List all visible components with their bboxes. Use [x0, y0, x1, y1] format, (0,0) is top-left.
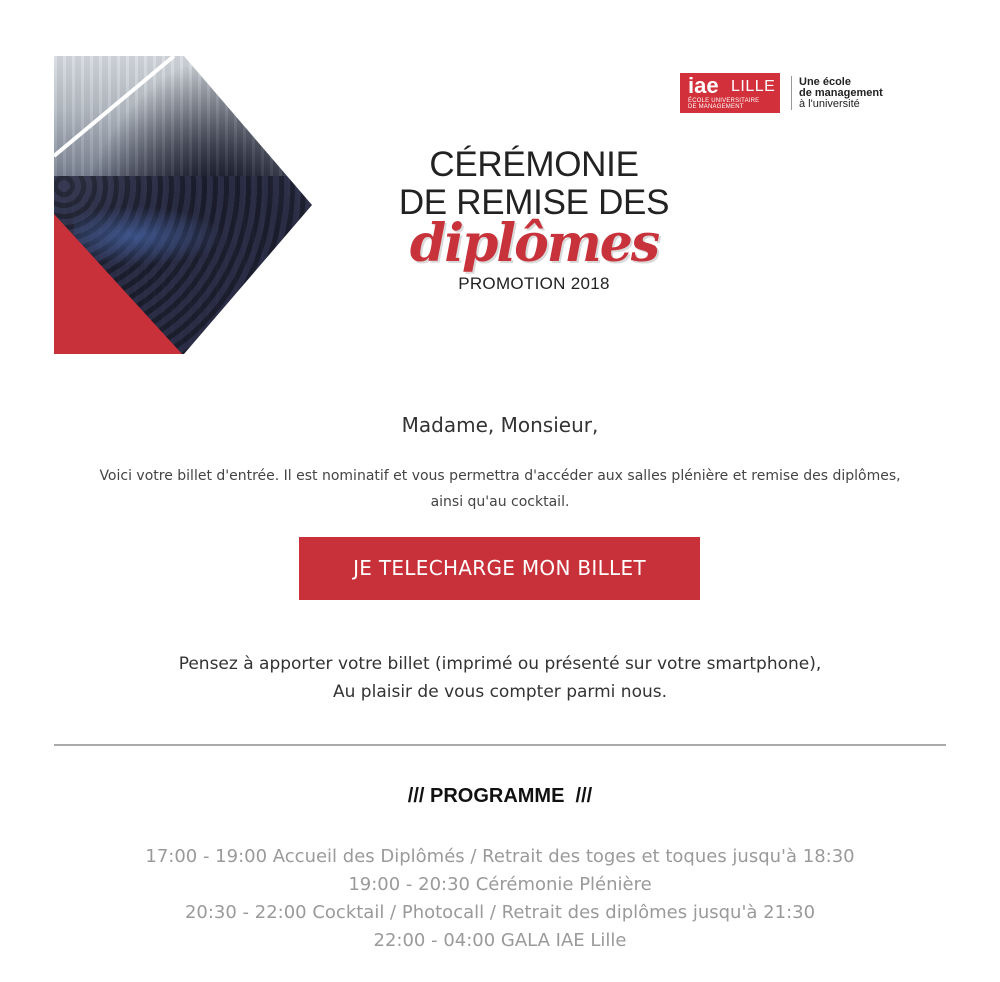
download-ticket-button[interactable]: JE TELECHARGE MON BILLET	[299, 537, 700, 600]
logo-subtitle-1: ÉCOLE UNIVERSITAIRE	[688, 98, 760, 104]
intro-line-1: Voici votre billet d'entrée. Il est nominatif et vous permettra d'accéder aux salles plénière et remise des diplômes,	[99, 468, 901, 484]
tagline-line-3: à l'université	[799, 98, 860, 110]
intro-text	[0, 463, 1000, 515]
reminder-line-2: Au plaisir de vous compter parmi nous.	[333, 682, 667, 702]
logo-tagline	[799, 77, 883, 110]
title-script: diplômes	[409, 213, 659, 274]
ceremony-title	[384, 146, 684, 294]
logo-box	[680, 73, 780, 113]
programme-item: 22:00 - 04:00 GALA IAE Lille	[373, 930, 627, 951]
title-line-1: CÉRÉMONIE	[429, 145, 639, 184]
logo-subtitle-2: DE MANAGEMENT	[688, 104, 744, 110]
ceremony-photo	[54, 56, 354, 354]
reminder-text	[0, 650, 1000, 706]
tagline-line-1: Une école	[799, 76, 851, 88]
header-banner	[54, 56, 946, 354]
iae-lille-logo	[680, 73, 910, 113]
programme-list	[0, 843, 1000, 955]
programme-title: /// PROGRAMME ///	[407, 785, 593, 807]
logo-iae: iae	[688, 73, 719, 98]
programme-item: 20:30 - 22:00 Cocktail / Photocall / Retrait des diplômes jusqu'à 21:30	[184, 902, 816, 923]
programme-item: 19:00 - 20:30 Cérémonie Plénière	[348, 874, 652, 895]
programme-item: 17:00 - 19:00 Accueil des Diplômés / Retrait des toges et toques jusqu'à 18:30	[145, 846, 855, 867]
title-line-2: DE REMISE DES	[398, 183, 670, 222]
section-divider	[54, 744, 946, 746]
tagline-line-2: de management	[799, 87, 883, 99]
greeting: Madame, Monsieur,	[401, 413, 599, 437]
intro-line-2: ainsi qu'au cocktail.	[430, 494, 570, 510]
logo-separator	[791, 76, 792, 110]
logo-lille: LILLE	[731, 78, 776, 95]
banner-diagonal-shapes	[54, 56, 354, 354]
reminder-line-1: Pensez à apporter votre billet (imprimé ou présenté sur votre smartphone),	[178, 654, 822, 674]
promotion-label: PROMOTION 2018	[458, 274, 610, 293]
